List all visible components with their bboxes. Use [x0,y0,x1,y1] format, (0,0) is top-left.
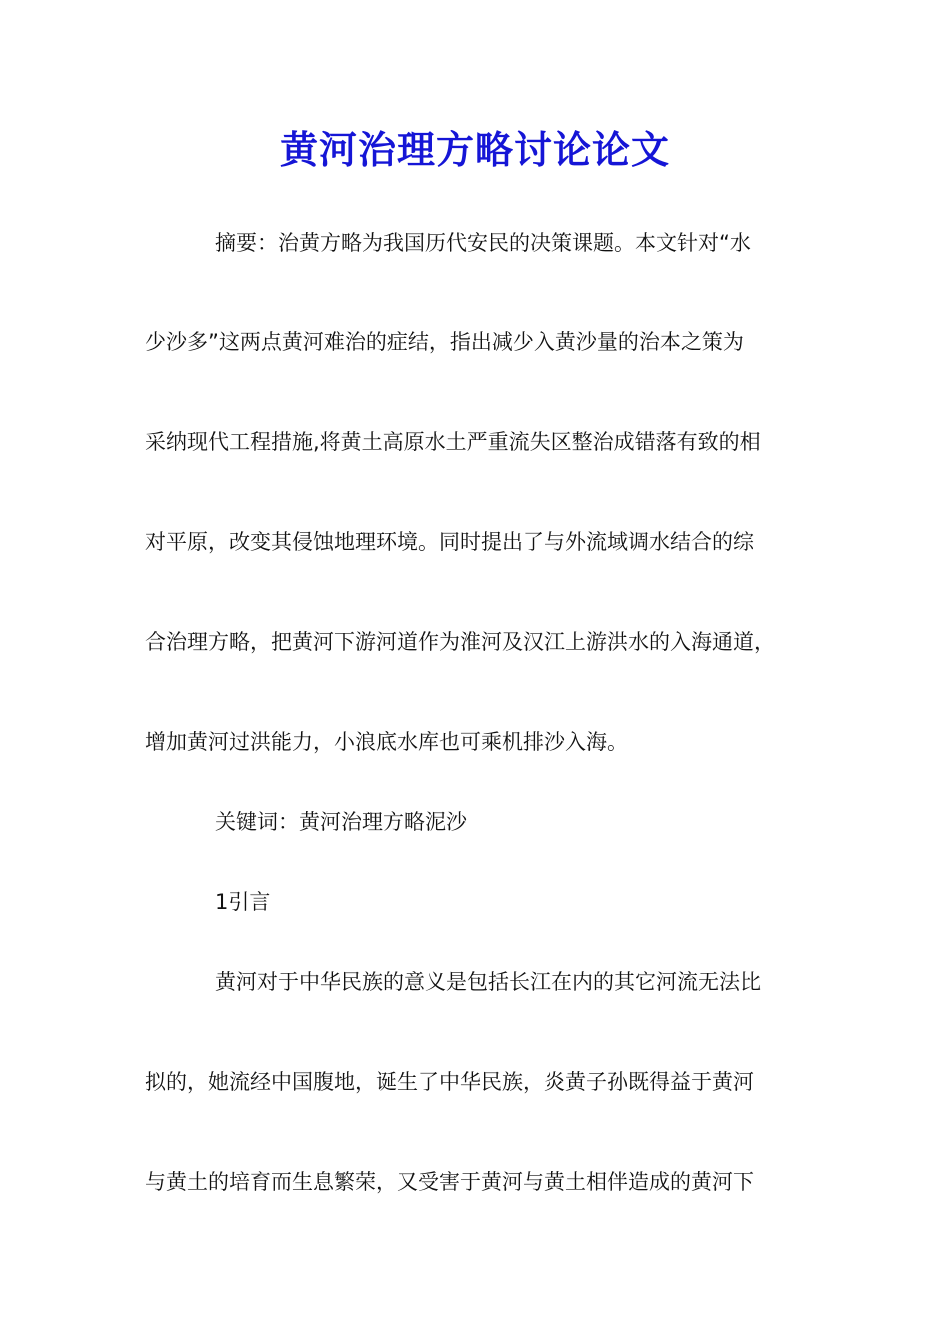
body-line-1: 黄河对于中华民族的意义是包括长江在内的其它河流无法比 [215,970,761,994]
document-title: 黄河治理方略讨论论文 [279,127,670,172]
abstract-line-6: 增加黄河过洪能力，小浪底水库也可乘机排沙入海。 [145,730,628,754]
abstract-line-1: 摘要：治黄方略为我国历代安民的决策课题。本文针对“水 [215,231,751,255]
body-line-2: 拟的，她流经中国腹地，诞生了中华民族，炎黄子孙既得益于黄河 [145,1070,754,1094]
abstract-line-3: 采纳现代工程措施,将黄土高原水土严重流失区整治成错落有致的相 [145,430,761,454]
abstract-line-5: 合治理方略，把黄河下游河道作为淮河及汉江上游洪水的入海通道， [145,630,775,654]
abstract-line-4: 对平原，改变其侵蚀地理环境。同时提出了与外流域调水结合的综 [145,530,754,554]
keywords-line: 关键词：黄河治理方略泥沙 [215,810,467,834]
body-line-3: 与黄土的培育而生息繁荣，又受害于黄河与黄土相伴造成的黄河下 [145,1170,754,1194]
section-heading: 1引言 [215,890,271,914]
abstract-line-2: 少沙多”这两点黄河难治的症结，指出减少入黄沙量的治本之策为 [145,330,744,354]
